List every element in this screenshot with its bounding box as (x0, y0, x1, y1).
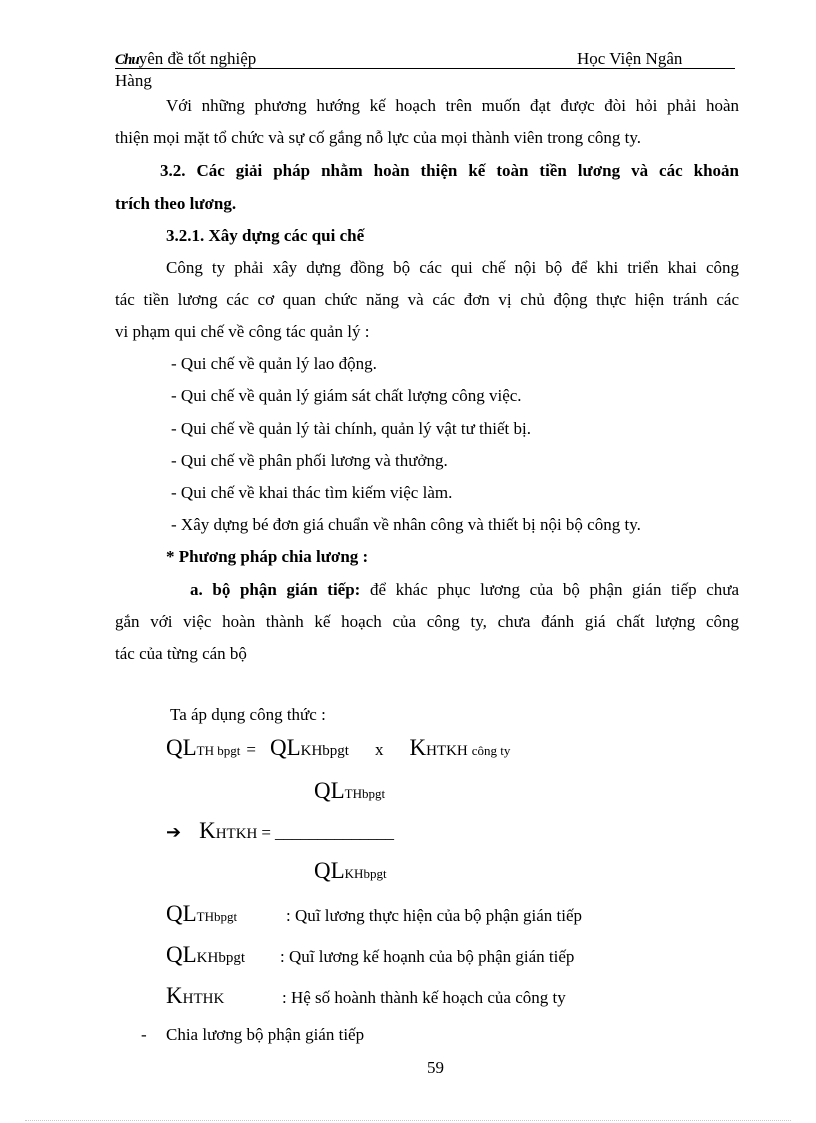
definition-desc: : Hệ số hoành thành kế hoạch của công ty (282, 988, 566, 1007)
numerator-main: QL (314, 778, 345, 803)
definition-symbol: K (166, 983, 183, 1008)
paragraph-line-2: tác tiền lương các cơ quan chức năng và các đơn vị chủ động thực hiện tránh các (115, 290, 739, 309)
paragraph-line-1: Công ty phải xây dựng đồng bộ các qui chế nội bộ để khi triển khai công (166, 258, 739, 277)
header-left (115, 49, 256, 69)
definition-row (166, 901, 237, 927)
section-heading-line-2: trích theo lương. (115, 194, 237, 213)
intro-line-2: thiện mọi mặt tổ chức và sự cố gắng nỗ lực của mọi thành viên trong công ty. (115, 128, 642, 147)
k-sub: HTKH (215, 826, 258, 842)
list-item: - Qui chế về quản lý tài chính, quản lý vật tư thiết bị. (171, 419, 531, 438)
intro-line-1: Với những phương hướng kế hoạch trên muốn đạt được đòi hỏi phải hoàn (166, 96, 739, 115)
header-logo-text: Chu (115, 52, 139, 68)
formula-factor-1: QL (269, 735, 301, 760)
formula-times: x (374, 740, 384, 759)
list-item: - Qui chế về quản lý giám sát chất lượng công việc. (171, 386, 522, 405)
arrow-icon: ➔ (166, 822, 182, 842)
definition-desc: : Quĩ lương kế hoạnh của bộ phận gián tiếp (280, 947, 575, 966)
formula-factor-2-sub: HTKH (426, 743, 468, 759)
item-a-text: để khác phục lương của bộ phận gián tiếp chưa (369, 580, 740, 599)
formula-intro: Ta áp dụng công thức : (170, 705, 326, 724)
fraction-numerator (314, 778, 385, 804)
formula-lhs: QL (166, 735, 197, 760)
last-item-text: Chia lương bộ phận gián tiếp (166, 1025, 365, 1044)
method-heading: * Phương pháp chia lương : (166, 547, 369, 566)
denominator-main: QL (314, 858, 345, 883)
k-equation (166, 818, 394, 844)
item-a-line-3: tác của từng cán bộ (115, 644, 247, 663)
k-equals: = (261, 823, 271, 842)
definition-row (166, 942, 245, 968)
definition-row (166, 983, 224, 1009)
list-item: - Qui chế về quản lý lao động. (171, 354, 377, 373)
item-a-line-1 (190, 580, 739, 600)
k-main: K (199, 818, 216, 843)
denominator-sub: KHbpgt (344, 866, 387, 881)
header-right-wrap: Hàng (115, 71, 152, 90)
list-item: - Qui chế về phân phối lương và thưởng. (171, 451, 448, 470)
list-item: - Qui chế về khai thác tìm kiếm việc làm. (171, 483, 453, 502)
paragraph-line-3: vi phạm qui chế về công tác quản lý : (115, 322, 370, 341)
definition-symbol: QL (166, 942, 197, 967)
header-rule (115, 68, 735, 69)
item-a-line-2: gắn với việc hoàn thành kế hoạch của công ty, chưa đánh giá chất lượng công (115, 612, 739, 631)
formula-factor-2-tail: công ty (471, 743, 511, 758)
item-a-label: a. bộ phận gián tiếp: (190, 580, 361, 599)
page-number: 59 (427, 1058, 444, 1077)
definition-symbol-sub: THbpgt (196, 909, 238, 924)
last-item-dash: - (141, 1025, 147, 1044)
definition-symbol-sub: HTHK (182, 991, 225, 1007)
section-heading-line-1: 3.2. Các giải pháp nhằm hoàn thiện kế toàn tiền lương và các khoản (160, 161, 739, 180)
header-right: Học Viện Ngân (577, 49, 683, 68)
numerator-sub: THbpgt (344, 786, 386, 801)
formula-equals: = (246, 740, 256, 759)
formula-factor-2: K (409, 735, 427, 760)
subsection-heading: 3.2.1. Xây dựng các qui chế (166, 226, 365, 245)
list-item: - Xây dựng bé đơn giá chuẩn về nhân công và thiết bị nội bộ công ty. (171, 515, 641, 534)
definition-desc: : Quĩ lương thực hiện của bộ phận gián tiếp (286, 906, 583, 925)
formula-main-line (166, 735, 510, 761)
fraction-denominator (314, 858, 387, 884)
formula-factor-1-sub: KHbpgt (300, 743, 349, 759)
definition-symbol: QL (166, 901, 197, 926)
formula-lhs-sub: TH bpgt (196, 743, 241, 758)
header-left-text: yên đề tốt nghiệp (138, 49, 257, 68)
fraction-line: ______________ (274, 823, 394, 842)
page-bottom-divider (25, 1120, 791, 1121)
definition-symbol-sub: KHbpgt (196, 950, 246, 966)
